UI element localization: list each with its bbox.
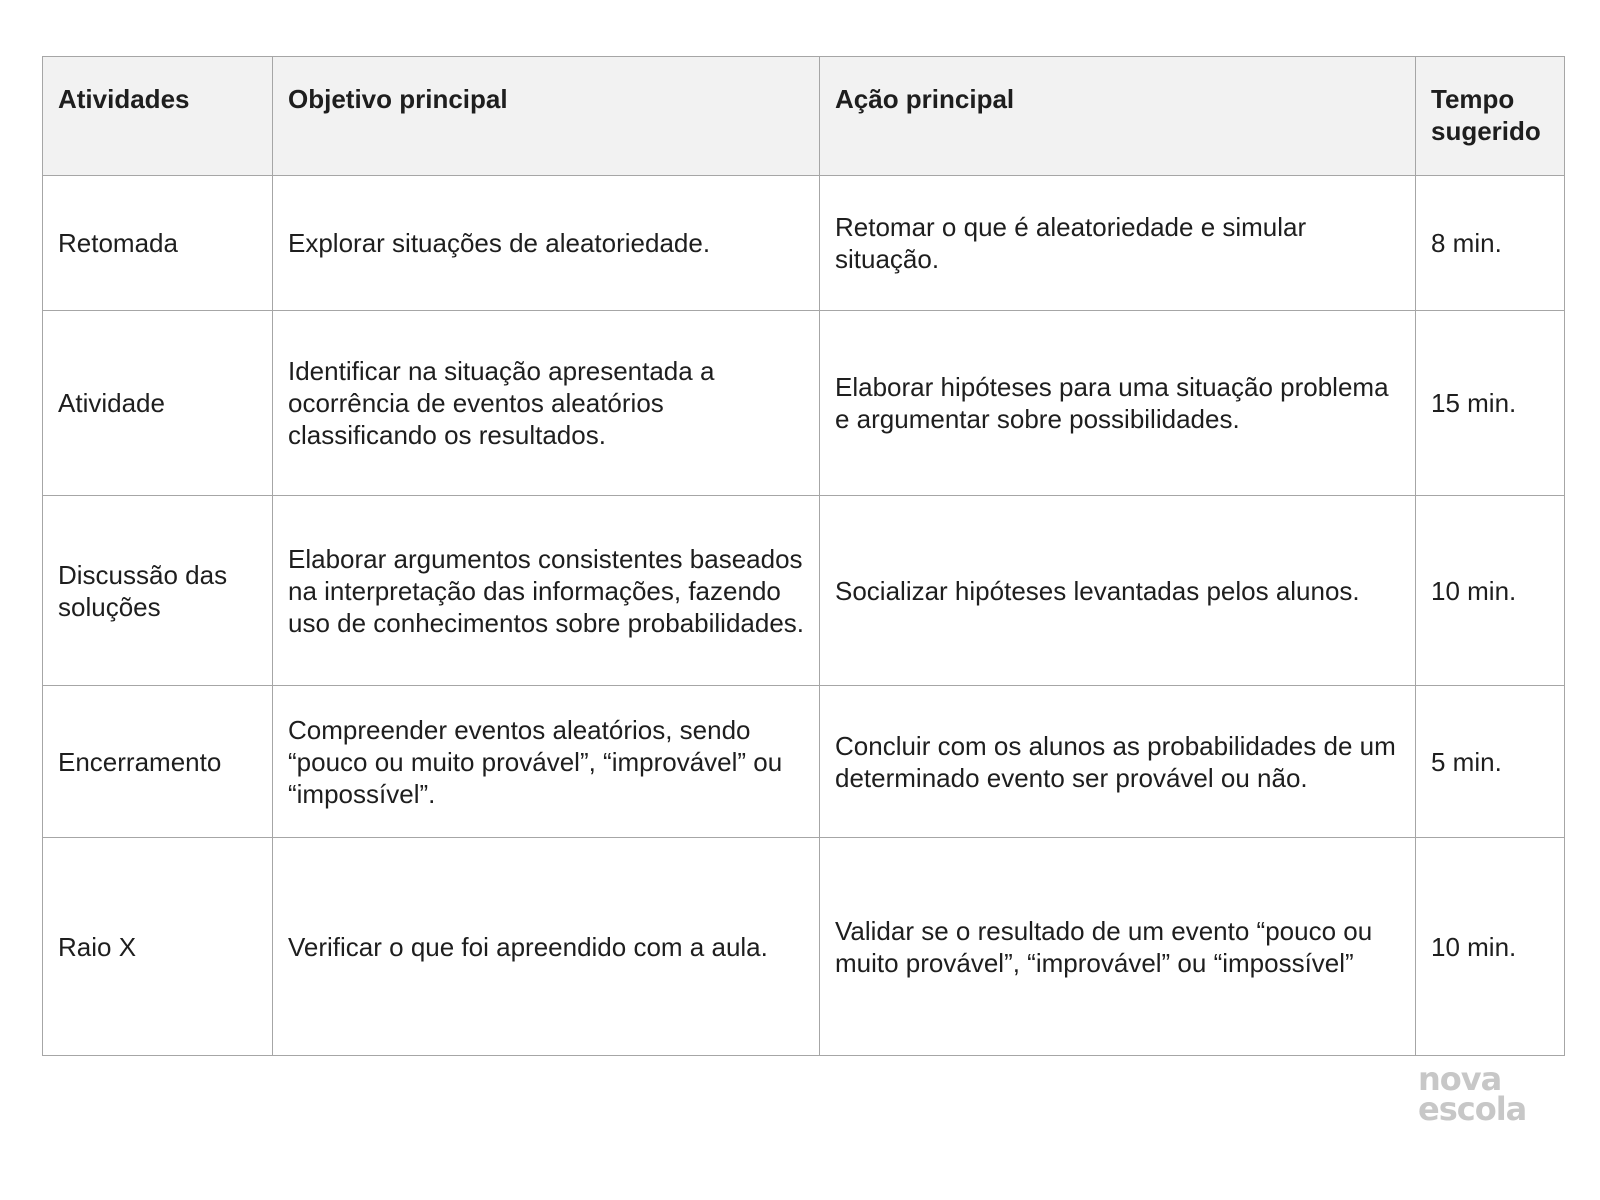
- nova-escola-logo: [1418, 1060, 1538, 1128]
- table-row: [43, 176, 1565, 311]
- cell-tempo: 5 min.: [1416, 686, 1565, 838]
- cell-atividade: Atividade: [43, 311, 273, 496]
- table-row: [43, 838, 1565, 1056]
- header-tempo: Tempo sugerido: [1416, 57, 1565, 176]
- table-header: [43, 57, 1565, 176]
- cell-objetivo: Elaborar argumentos consistentes baseados na interpretação das informações, fazendo uso de conhecimentos sobre probabilidades.: [273, 496, 820, 686]
- cell-atividade: Discussão das soluções: [43, 496, 273, 686]
- header-acao: Ação principal: [820, 57, 1416, 176]
- cell-acao: Concluir com os alunos as probabilidades de um determinado evento ser provável ou não.: [820, 686, 1416, 838]
- cell-tempo: 8 min.: [1416, 176, 1565, 311]
- cell-atividade: Retomada: [43, 176, 273, 311]
- cell-tempo: 10 min.: [1416, 496, 1565, 686]
- cell-objetivo: Verificar o que foi apreendido com a aula.: [273, 838, 820, 1056]
- lesson-plan-table: [42, 56, 1565, 1056]
- header-objetivo: Objetivo principal: [273, 57, 820, 176]
- cell-objetivo: Compreender eventos aleatórios, sendo “pouco ou muito provável”, “improvável” ou “impossível”.: [273, 686, 820, 838]
- header-atividades: Atividades: [43, 57, 273, 176]
- cell-objetivo: Explorar situações de aleatoriedade.: [273, 176, 820, 311]
- cell-acao: Validar se o resultado de um evento “pouco ou muito provável”, “improvável” ou “impossível”: [820, 838, 1416, 1056]
- cell-acao: Socializar hipóteses levantadas pelos alunos.: [820, 496, 1416, 686]
- header-row: [43, 57, 1565, 176]
- table-row: [43, 311, 1565, 496]
- cell-atividade: Encerramento: [43, 686, 273, 838]
- cell-acao: Elaborar hipóteses para uma situação problema e argumentar sobre possibilidades.: [820, 311, 1416, 496]
- table-row: [43, 686, 1565, 838]
- table-row: [43, 496, 1565, 686]
- cell-tempo: 10 min.: [1416, 838, 1565, 1056]
- cell-tempo: 15 min.: [1416, 311, 1565, 496]
- table-body: [43, 176, 1565, 1056]
- cell-atividade: Raio X: [43, 838, 273, 1056]
- logo-line-escola: escola: [1418, 1090, 1527, 1128]
- cell-objetivo: Identificar na situação apresentada a ocorrência de eventos aleatórios classificando os resultados.: [273, 311, 820, 496]
- cell-acao: Retomar o que é aleatoriedade e simular situação.: [820, 176, 1416, 311]
- logo-line-nova: nova: [1418, 1060, 1502, 1098]
